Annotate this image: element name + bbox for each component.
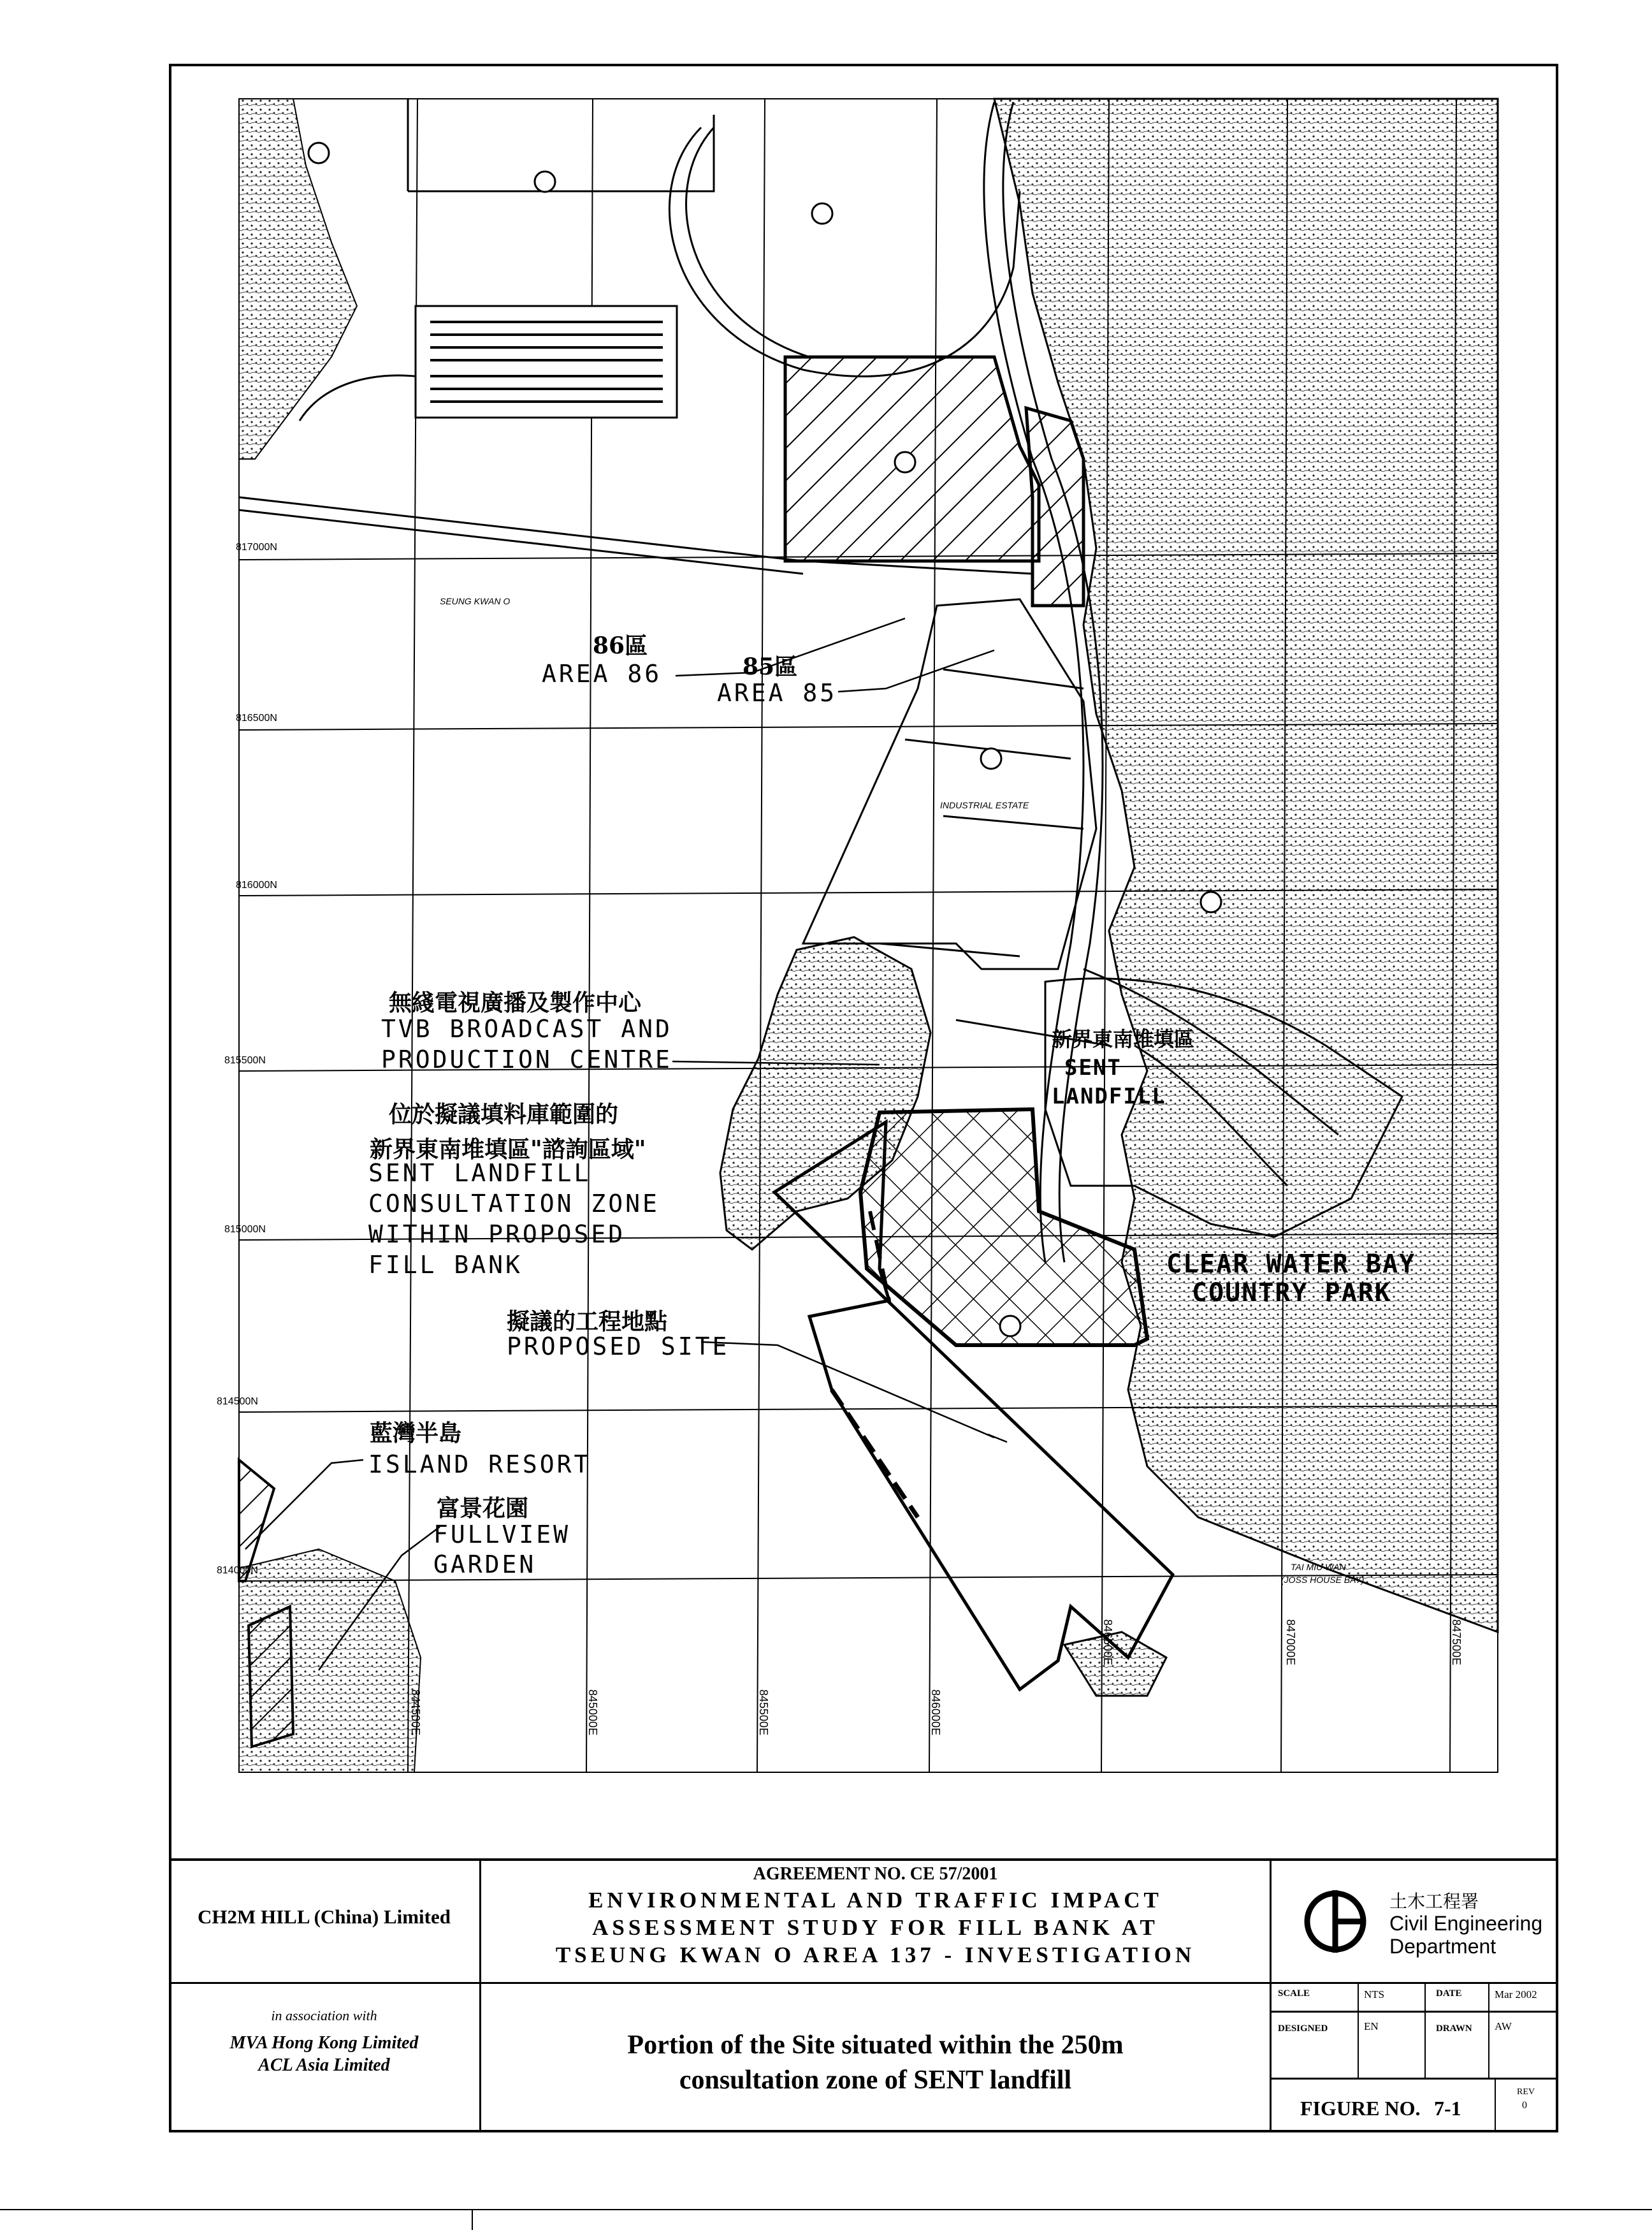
label-fullview-en2: GARDEN [433, 1550, 537, 1578]
label-seung-kwan-o: SEUNG KWAN O [440, 596, 511, 606]
drawn-value: AW [1495, 2020, 1512, 2032]
drawing-title-line1: Portion of the Site situated within the 250m [627, 2030, 1124, 2060]
label-zone-en4: FILL BANK [368, 1251, 523, 1279]
dept-name-en1: Civil Engineering [1389, 1912, 1543, 1935]
page-footer-rule [0, 2209, 1652, 2210]
rev-label: REV [1517, 2087, 1535, 2097]
figure-number: 7-1 [1434, 2097, 1461, 2120]
dept-name-en2: Department [1389, 1935, 1496, 1958]
area-85-zone [1026, 408, 1083, 606]
label-area86-zh: 86區 [593, 632, 648, 659]
label-island-en: ISLAND RESORT [368, 1450, 591, 1478]
label-park-en1: CLEAR WATER BAY [1166, 1250, 1416, 1279]
label-park-en2: COUNTRY PARK [1192, 1278, 1391, 1308]
label-fullview-zh: 富景花園 [437, 1495, 529, 1522]
label-industrial-estate: INDUSTRIAL ESTATE [940, 800, 1029, 810]
label-sent-en2: LANDFILL [1052, 1084, 1166, 1109]
project-title-line1: ENVIRONMENTAL AND TRAFFIC IMPACT [588, 1888, 1163, 1913]
agreement-number: AGREEMENT NO. CE 57/2001 [753, 1864, 998, 1884]
grid-label-847000e: 847000E [1284, 1619, 1297, 1666]
label-zone-zh2: 新界東南堆填區"諮詢區域" [370, 1136, 646, 1163]
project-title-line2: ASSESSMENT STUDY FOR FILL BANK AT [592, 1915, 1159, 1940]
title-block-project [481, 1861, 1272, 2132]
scale-label: SCALE [1278, 1988, 1310, 1999]
label-sent-zh: 新界東南堆填區 [1052, 1027, 1195, 1051]
dept-name-zh: 土木工程署 [1389, 1891, 1479, 1912]
grid-label-845500e: 845500E [757, 1689, 770, 1736]
title-block-company [169, 1861, 481, 2132]
label-fullview-en1: FULLVIEW [433, 1520, 571, 1549]
date-value: Mar 2002 [1495, 1988, 1537, 2000]
designed-value: EN [1364, 2020, 1379, 2032]
label-zone-en2: CONSULTATION ZONE [368, 1190, 660, 1218]
label-tvb-en1: TVB BROADCAST AND [381, 1015, 672, 1043]
terrain-islet [1064, 1632, 1166, 1696]
partner-acl: ACL Asia Limited [258, 2055, 390, 2075]
label-joss-house-bay: (JOSS HOUSE BAY) [1281, 1575, 1365, 1585]
label-area85-zh: 85區 [743, 653, 798, 680]
grid-label-847500e: 847500E [1450, 1619, 1463, 1666]
grid-label-845000e: 845000E [586, 1689, 599, 1736]
grid-label-814500n: 814500N [217, 1396, 258, 1407]
partner-mva: MVA Hong Kong Limited [229, 2033, 419, 2053]
label-site-zh: 擬議的工程地點 [507, 1308, 668, 1335]
drawn-label: DRAWN [1436, 2023, 1472, 2034]
project-title-line3: TSEUNG KWAN O AREA 137 - INVESTIGATION [555, 1942, 1196, 1967]
label-tvb-en2: PRODUCTION CENTRE [381, 1046, 672, 1074]
grid-label-817000n: 817000N [236, 542, 277, 553]
label-area86-en: AREA 86 [542, 660, 662, 688]
grid-label-815500n: 815500N [224, 1055, 266, 1066]
date-label: DATE [1436, 1988, 1462, 1999]
label-island-zh: 藍灣半島 [370, 1420, 462, 1447]
label-zone-en1: SENT LANDFILL [368, 1159, 591, 1187]
terrain-northwest [239, 99, 357, 459]
label-tai-miu-wan: TAI MIU WAN [1291, 1562, 1346, 1572]
rev-value: 0 [1522, 2100, 1527, 2111]
grid-label-815000n: 815000N [224, 1224, 266, 1235]
fullview-garden-block [249, 1607, 293, 1747]
label-site-en: PROPOSED SITE [507, 1332, 730, 1360]
grid-label-846000e: 846000E [929, 1689, 942, 1736]
company-name: CH2M HILL (China) Limited [197, 1906, 451, 1928]
terrain-country-park [994, 99, 1498, 1632]
grid-label-844500e: 844500E [409, 1689, 422, 1736]
ced-logo-icon [1300, 1886, 1370, 1957]
designed-label: DESIGNED [1278, 2023, 1328, 2034]
label-area85-en: AREA 85 [717, 679, 837, 707]
grid-label-846500e: 846500E [1101, 1619, 1114, 1666]
grid-label-814000n: 814000N [217, 1565, 258, 1576]
label-zone-zh1: 位於擬議填料庫範圍的 [389, 1101, 619, 1128]
grid-label-816500n: 816500N [236, 713, 277, 724]
scale-value: NTS [1364, 1988, 1385, 2000]
drawing-title-line2: consultation zone of SENT landfill [679, 2066, 1072, 2095]
label-tvb-zh: 無綫電視廣播及製作中心 [389, 989, 642, 1016]
association-text: in association with [271, 2008, 377, 2023]
label-zone-en3: WITHIN PROPOSED [368, 1220, 626, 1248]
industrial-estate-outline [803, 599, 1096, 969]
label-sent-en1: SENT [1064, 1055, 1122, 1081]
page-footer-tick [472, 2209, 473, 2230]
title-block-department [1272, 1861, 1556, 2132]
grid-label-816000n: 816000N [236, 880, 277, 891]
figure-label: FIGURE NO. [1300, 2097, 1421, 2120]
title-block [169, 1858, 1558, 2132]
